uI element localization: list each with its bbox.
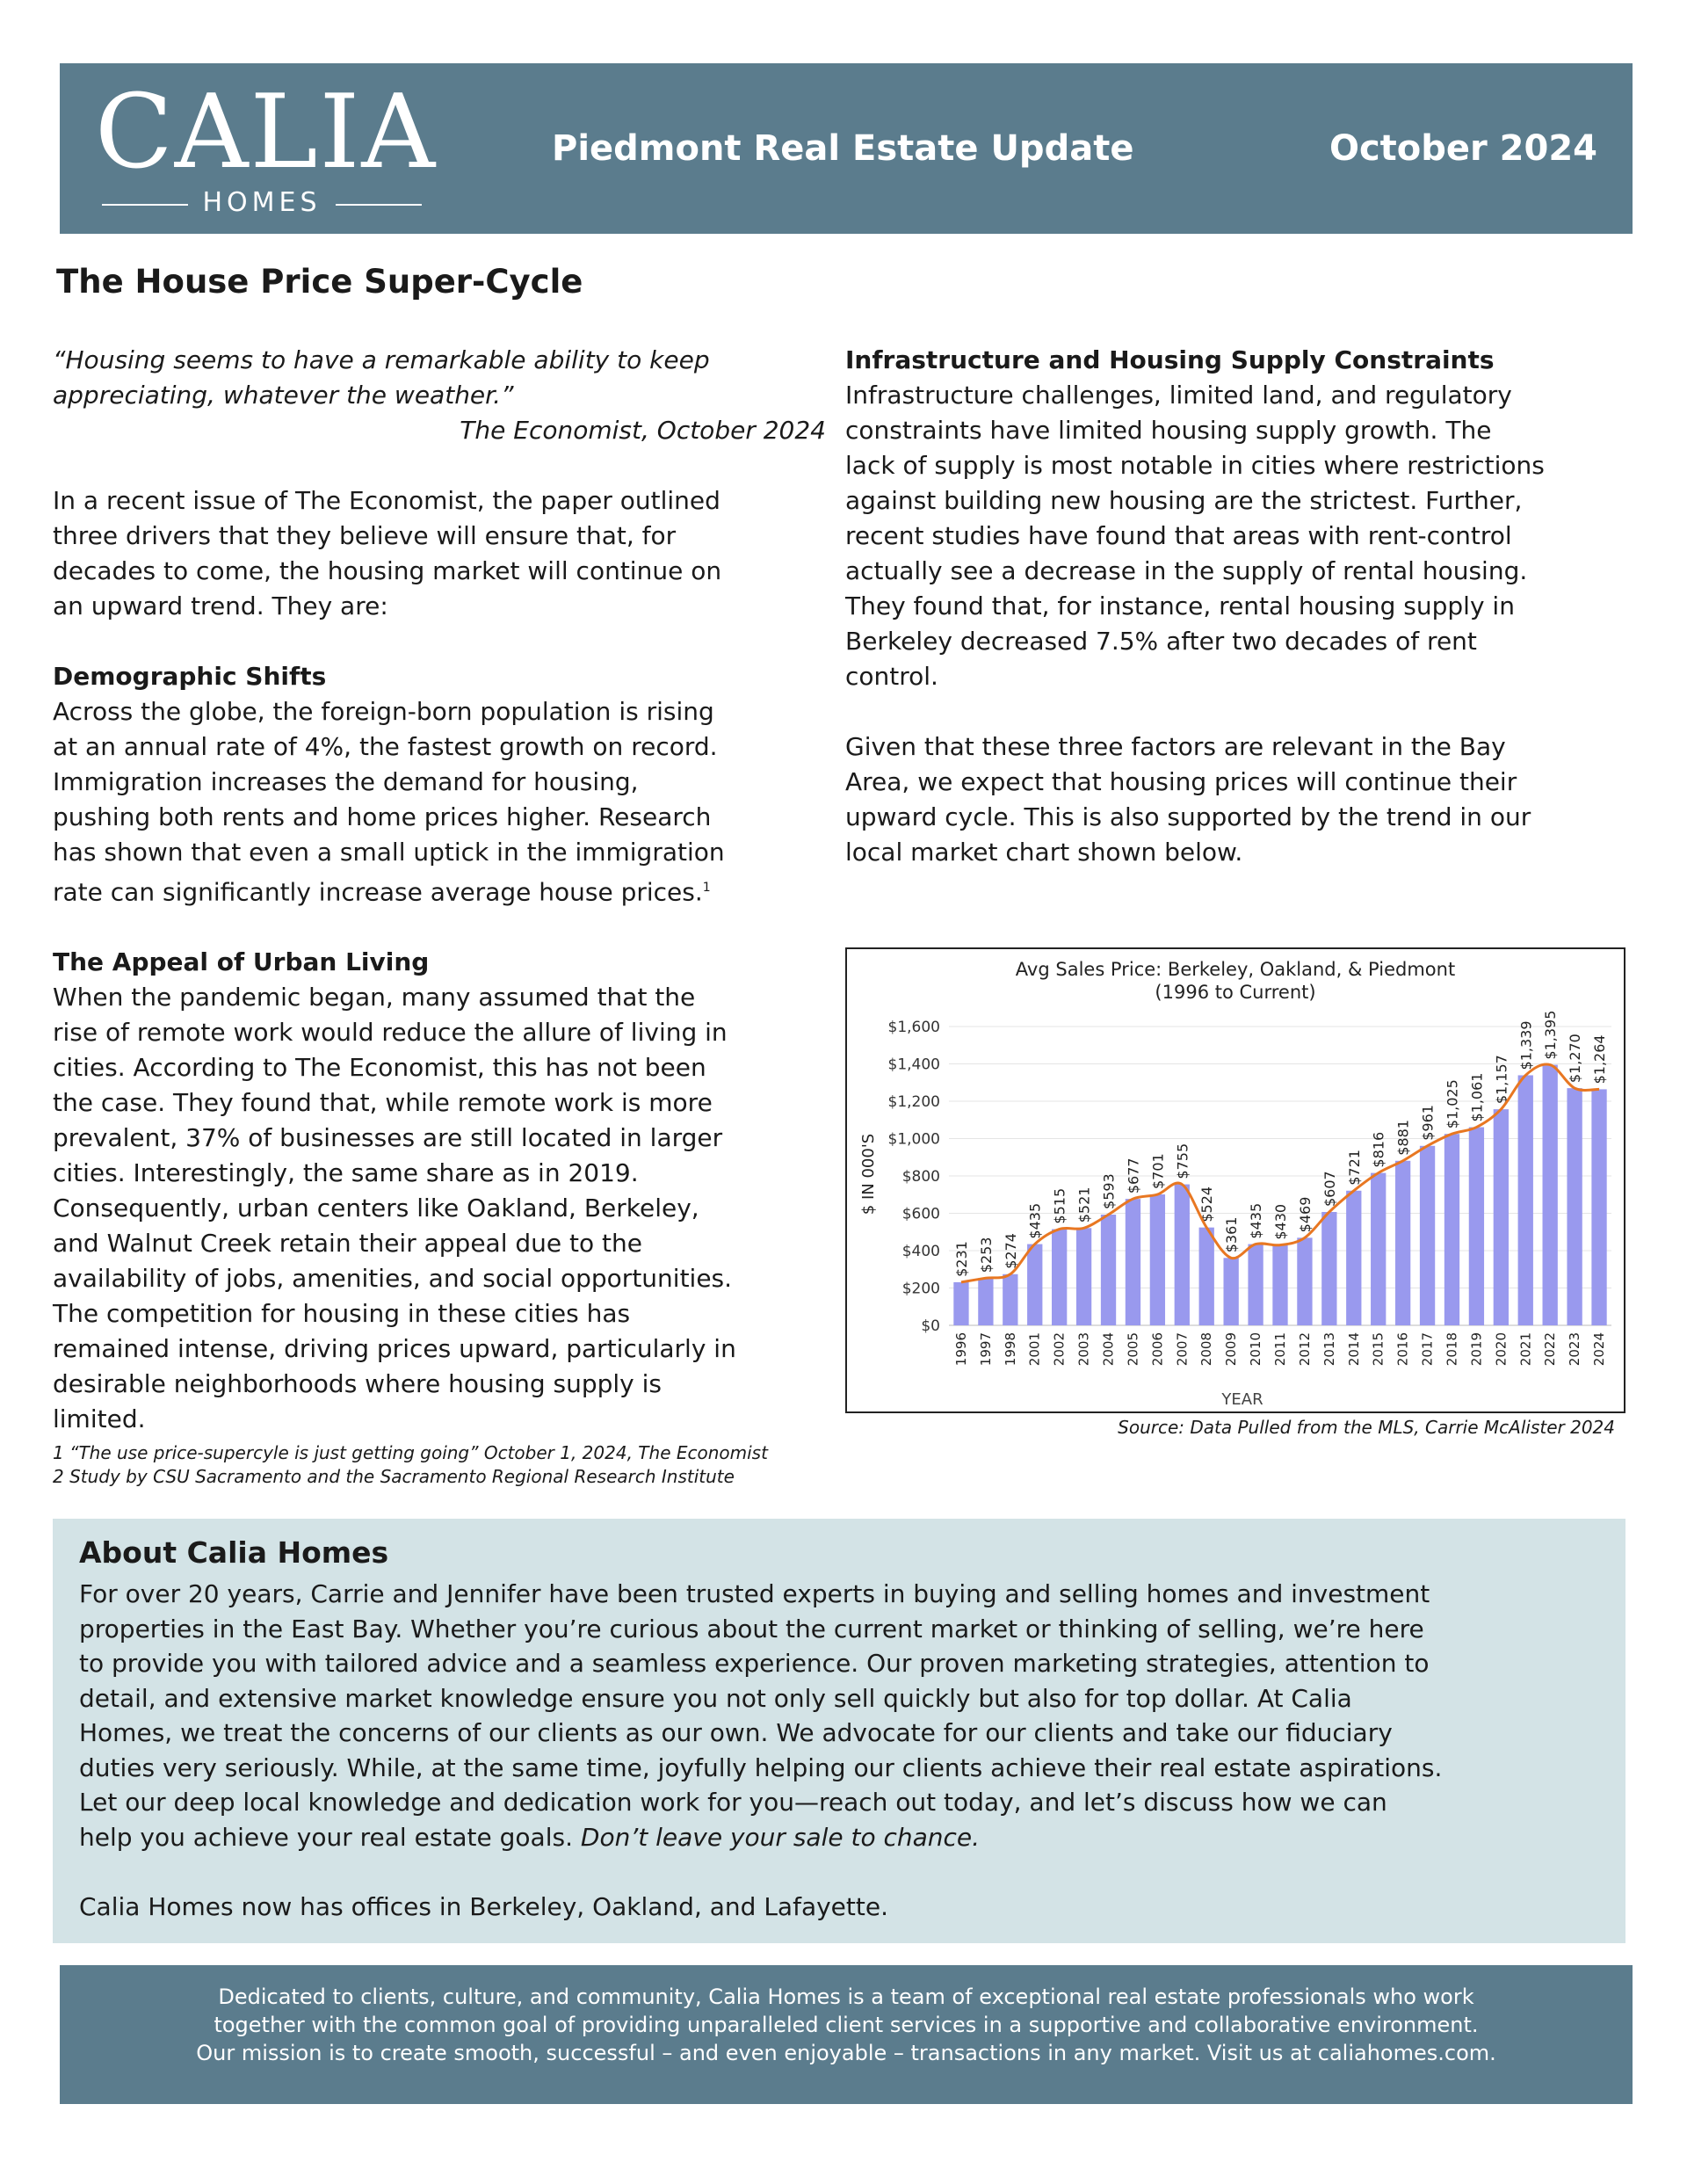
chart-data-label: $1,157 xyxy=(1493,1055,1510,1105)
body-line: cities. According to The Economist, this has not been xyxy=(53,1053,706,1083)
chart-data-label: $1,339 xyxy=(1517,1020,1535,1070)
chart-bar xyxy=(1076,1228,1091,1325)
chart-data-label: $677 xyxy=(1125,1157,1142,1194)
chart-bar xyxy=(1272,1245,1287,1325)
chart-data-label: $701 xyxy=(1149,1153,1167,1190)
chart-bar xyxy=(1395,1161,1410,1325)
chart-data-label: $1,395 xyxy=(1542,1010,1560,1060)
chart-x-tick-label: 2011 xyxy=(1272,1332,1288,1367)
chart-x-tick-label: 2014 xyxy=(1345,1332,1362,1367)
body-line: against building new housing are the strictest. Further, xyxy=(845,486,1523,515)
conclusion-line: Area, we expect that housing prices will continue their xyxy=(845,767,1517,796)
chart-data-label: $253 xyxy=(977,1237,995,1273)
body-line: Immigration increases the demand for housing, xyxy=(53,767,639,796)
chart-y-tick-label: $0 xyxy=(921,1317,940,1335)
chart-bar xyxy=(1027,1244,1042,1325)
about-line: properties in the East Bay. Whether you’re curious about the current market or thinking of selling, we’re here xyxy=(79,1614,1424,1643)
chart-bar xyxy=(1543,1065,1558,1325)
body-line: rise of remote work would reduce the allure of living in xyxy=(53,1018,728,1048)
about-line: For over 20 years, Carrie and Jennifer have been trusted experts in buying and selling homes and investment xyxy=(79,1579,1430,1608)
chart-data-label: $435 xyxy=(1248,1202,1265,1239)
chart-y-tick-label: $1,600 xyxy=(887,1019,940,1036)
section-heading-infrastructure: Infrastructure and Housing Supply Constraints xyxy=(845,345,1495,374)
newsletter-title: Piedmont Real Estate Update xyxy=(552,128,1134,169)
conclusion-line: upward cycle. This is also supported by the trend in our xyxy=(845,802,1531,831)
body-line: Infrastructure challenges, limited land, and regulatory xyxy=(845,381,1512,410)
chart-bar xyxy=(1321,1212,1336,1325)
footnote: 2 Study by CSU Sacramento and the Sacramento Regional Research Institute xyxy=(53,1466,735,1487)
conclusion-line: local market chart shown below. xyxy=(845,838,1243,867)
chart-x-tick-label: 2004 xyxy=(1100,1332,1117,1367)
about-line: to provide you with tailored advice and a seamless experience. Our proven marketing strategies, attention to xyxy=(79,1649,1430,1678)
chart-data-label: $593 xyxy=(1100,1173,1118,1209)
chart-bar xyxy=(1003,1274,1017,1325)
body-line: cities. Interestingly, the same share as in 2019. xyxy=(53,1158,639,1188)
chart-source-note: Source: Data Pulled from the MLS, Carrie McAlister 2024 xyxy=(1118,1417,1615,1438)
chart-bar xyxy=(1126,1199,1140,1325)
chart-bar xyxy=(953,1282,968,1325)
chart-data-label: $881 xyxy=(1394,1120,1412,1156)
right-column xyxy=(845,343,1632,870)
chart-x-tick-label: 1997 xyxy=(977,1332,994,1367)
body-line: When the pandemic began, many assumed that the xyxy=(53,983,696,1012)
logo-sub-text: HOMES xyxy=(202,187,322,218)
chart-x-tick-label: 1998 xyxy=(1002,1332,1018,1367)
chart-data-label: $961 xyxy=(1419,1105,1437,1141)
chart-bar xyxy=(1052,1230,1067,1325)
chart-x-tick-label: 2010 xyxy=(1248,1332,1264,1367)
body-line: Across the globe, the foreign-born population is rising xyxy=(53,697,714,726)
chart-data-labels xyxy=(953,1011,1608,1277)
chart-data-label: $361 xyxy=(1223,1216,1241,1253)
intro-line: decades to come, the housing market will continue on xyxy=(53,556,722,585)
chart-x-axis-label: YEAR xyxy=(1221,1390,1263,1409)
footnotes xyxy=(53,1441,826,1489)
chart-y-tick-label: $1,200 xyxy=(887,1093,940,1111)
chart-x-tick-label: 2006 xyxy=(1149,1332,1166,1367)
chart-y-tick-label: $800 xyxy=(901,1168,940,1186)
left-column xyxy=(53,343,826,1437)
quote-line: appreciating, whatever the weather.” xyxy=(53,381,514,410)
body-line: lack of supply is most notable in cities where restrictions xyxy=(845,451,1545,480)
chart-y-axis-label: $ IN 000'S xyxy=(859,1133,878,1215)
chart-bar xyxy=(1518,1075,1533,1325)
chart-data-label: $1,270 xyxy=(1567,1034,1584,1084)
quote-line: “Housing seems to have a remarkable ability to keep xyxy=(53,345,710,374)
chart-x-tick-label: 2015 xyxy=(1370,1332,1387,1367)
logo-rule-right xyxy=(336,204,422,206)
chart-x-tick-label: 2005 xyxy=(1125,1332,1141,1367)
sales-price-chart xyxy=(845,947,1625,1413)
body-line: has shown that even a small uptick in the immigration xyxy=(53,838,725,867)
body-line: at an annual rate of 4%, the fastest growth on record. xyxy=(53,732,718,761)
about-line-text: help you achieve your real estate goals. xyxy=(79,1822,581,1852)
intro-line: In a recent issue of The Economist, the paper outlined xyxy=(53,486,720,515)
chart-bar xyxy=(1567,1088,1582,1325)
chart-x-tick-label: 2009 xyxy=(1223,1332,1240,1367)
body-line: desirable neighborhoods where housing supply is xyxy=(53,1369,662,1399)
body-line xyxy=(53,870,826,910)
newsletter-date: October 2024 xyxy=(1329,128,1597,169)
chart-data-label: $515 xyxy=(1051,1187,1068,1224)
logo-subtitle xyxy=(95,188,429,218)
chart-bar xyxy=(1469,1128,1484,1325)
body-line: limited. xyxy=(53,1404,146,1434)
about-section xyxy=(53,1519,1625,1943)
chart-bar xyxy=(1371,1173,1386,1325)
about-offices: Calia Homes now has offices in Berkeley, Oakland, and Lafayette. xyxy=(79,1891,888,1921)
chart-y-tick-label: $200 xyxy=(901,1280,940,1298)
body-line: The competition for housing in these cities has xyxy=(53,1299,631,1329)
conclusion-line: Given that these three factors are relevant in the Bay xyxy=(845,732,1506,761)
about-line: Homes, we treat the concerns of our clients as our own. We advocate for our clients and take our fiduciary xyxy=(79,1718,1393,1747)
body-line: recent studies have found that areas with rent-control xyxy=(845,521,1512,550)
about-line: Let our deep local knowledge and dedication work for you—reach out today, and let’s discuss how we can xyxy=(79,1788,1387,1817)
body-line: Berkeley decreased 7.5% after two decades of rent xyxy=(845,627,1477,656)
chart-data-label: $816 xyxy=(1370,1131,1387,1168)
chart-data-label: $430 xyxy=(1272,1203,1289,1240)
article-title: The House Price Super-Cycle xyxy=(56,263,583,301)
chart-bar xyxy=(1150,1194,1165,1325)
body-line: and Walnut Creek retain their appeal due to the xyxy=(53,1229,643,1259)
chart-x-tick-label: 2020 xyxy=(1493,1332,1510,1367)
chart-y-tick-label: $600 xyxy=(901,1205,940,1223)
body-line: remained intense, driving prices upward, particularly in xyxy=(53,1334,736,1364)
chart-bar xyxy=(1223,1258,1238,1325)
chart-bar xyxy=(1346,1191,1361,1325)
about-tagline: Don’t leave your sale to chance. xyxy=(580,1822,981,1852)
chart-x-tick-label: 2021 xyxy=(1517,1332,1534,1367)
chart-data-label: $274 xyxy=(1002,1233,1019,1269)
footer-line: together with the common goal of providing unparalleled client services in a supportive and collaborative environment. xyxy=(214,2013,1479,2037)
chart-x-tick-label: 2007 xyxy=(1174,1332,1191,1367)
footer-line: Our mission is to create smooth, successful – and even enjoyable – transactions in any market. Visit us at caliahomes.com. xyxy=(196,2041,1496,2065)
chart-x-tick-label: 2022 xyxy=(1542,1332,1559,1367)
calia-homes-logo xyxy=(95,73,438,220)
footnote-ref: 1 xyxy=(702,881,711,895)
chart-x-tick-label: 2023 xyxy=(1567,1332,1583,1367)
about-line: detail, and extensive market knowledge ensure you not only sell quickly but also for top dollar. At Calia xyxy=(79,1683,1352,1713)
chart-x-tick-label: 2017 xyxy=(1419,1332,1436,1367)
chart-y-tick-label: $400 xyxy=(901,1243,940,1260)
body-line-text: rate can significantly increase average house prices. xyxy=(53,877,703,907)
chart-data-label: $721 xyxy=(1345,1150,1363,1186)
chart-bar xyxy=(1297,1237,1312,1325)
chart-data-label: $231 xyxy=(952,1241,970,1277)
quote-source: The Economist, October 2024 xyxy=(460,416,826,445)
about-body xyxy=(79,1577,1599,1924)
body-line: They found that, for instance, rental housing supply in xyxy=(845,591,1515,620)
chart-data-label: $469 xyxy=(1296,1196,1314,1233)
page-footer xyxy=(60,1965,1633,2104)
chart-data-label: $435 xyxy=(1026,1202,1044,1239)
page-header xyxy=(60,63,1633,234)
chart-x-tick-label: 2013 xyxy=(1321,1332,1337,1367)
body-line: pushing both rents and home prices higher. Research xyxy=(53,802,712,831)
chart-y-ticks xyxy=(888,1019,940,1335)
logo-wordmark: CALIA xyxy=(95,73,438,192)
chart-bar xyxy=(1248,1244,1263,1325)
chart-bar xyxy=(978,1278,993,1325)
chart-data-label: $521 xyxy=(1075,1186,1093,1223)
footer-line: Dedicated to clients, culture, and community, Calia Homes is a team of exceptional real estate professionals who work xyxy=(218,1984,1474,2009)
chart-x-tick-label: 1996 xyxy=(952,1332,969,1367)
chart-x-tick-label: 2016 xyxy=(1394,1332,1411,1367)
chart-data-label: $607 xyxy=(1321,1171,1338,1208)
chart-bar xyxy=(1175,1185,1190,1325)
chart-bar xyxy=(1101,1215,1116,1325)
chart-data-label: $1,025 xyxy=(1444,1079,1461,1129)
chart-canvas xyxy=(847,949,1624,1411)
body-line: the case. They found that, while remote work is more xyxy=(53,1088,713,1118)
chart-data-label: $1,061 xyxy=(1468,1072,1486,1122)
chart-bar xyxy=(1494,1109,1509,1325)
chart-bar xyxy=(1591,1089,1606,1325)
section-heading-demographic: Demographic Shifts xyxy=(53,662,327,691)
chart-y-tick-label: $1,400 xyxy=(887,1056,940,1074)
chart-data-label: $1,264 xyxy=(1591,1034,1609,1085)
body-line: Consequently, urban centers like Oakland, Berkeley, xyxy=(53,1194,699,1223)
section-heading-urban: The Appeal of Urban Living xyxy=(53,947,430,977)
chart-x-tick-label: 2001 xyxy=(1026,1332,1043,1367)
chart-bar xyxy=(1420,1146,1435,1325)
intro-line: an upward trend. They are: xyxy=(53,591,388,620)
body-line: constraints have limited housing supply growth. The xyxy=(845,416,1492,445)
chart-x-tick-label: 2024 xyxy=(1591,1332,1608,1367)
chart-x-tick-label: 2019 xyxy=(1468,1332,1485,1367)
chart-data-label: $755 xyxy=(1174,1143,1191,1179)
chart-data-label: $524 xyxy=(1198,1186,1216,1223)
chart-subtitle: (1996 to Current) xyxy=(1155,982,1316,1003)
body-line: control. xyxy=(845,662,938,691)
chart-x-tick-label: 2003 xyxy=(1075,1332,1092,1367)
body-line: availability of jobs, amenities, and social opportunities. xyxy=(53,1264,733,1294)
about-line xyxy=(79,1820,1599,1855)
body-line: actually see a decrease in the supply of rental housing. xyxy=(845,556,1528,585)
intro-line: three drivers that they believe will ensure that, for xyxy=(53,521,677,550)
chart-x-tick-label: 2002 xyxy=(1051,1332,1068,1367)
chart-x-tick-label: 2018 xyxy=(1444,1332,1460,1367)
chart-title: Avg Sales Price: Berkeley, Oakland, & Piedmont xyxy=(1015,959,1456,980)
chart-bar xyxy=(1199,1228,1214,1325)
chart-x-ticks xyxy=(953,1332,1607,1366)
about-line: duties very seriously. While, at the same time, joyfully helping our clients achieve their real estate aspirations. xyxy=(79,1752,1443,1782)
chart-bar xyxy=(1444,1134,1459,1325)
footnote: 1 “The use price-supercyle is just getting going” October 1, 2024, The Economist xyxy=(53,1442,768,1463)
chart-y-tick-label: $1,000 xyxy=(887,1130,940,1149)
body-line: prevalent, 37% of businesses are still located in larger xyxy=(53,1123,723,1153)
chart-x-tick-label: 2008 xyxy=(1198,1332,1215,1367)
chart-x-tick-label: 2012 xyxy=(1296,1332,1313,1367)
about-title: About Calia Homes xyxy=(79,1535,389,1570)
